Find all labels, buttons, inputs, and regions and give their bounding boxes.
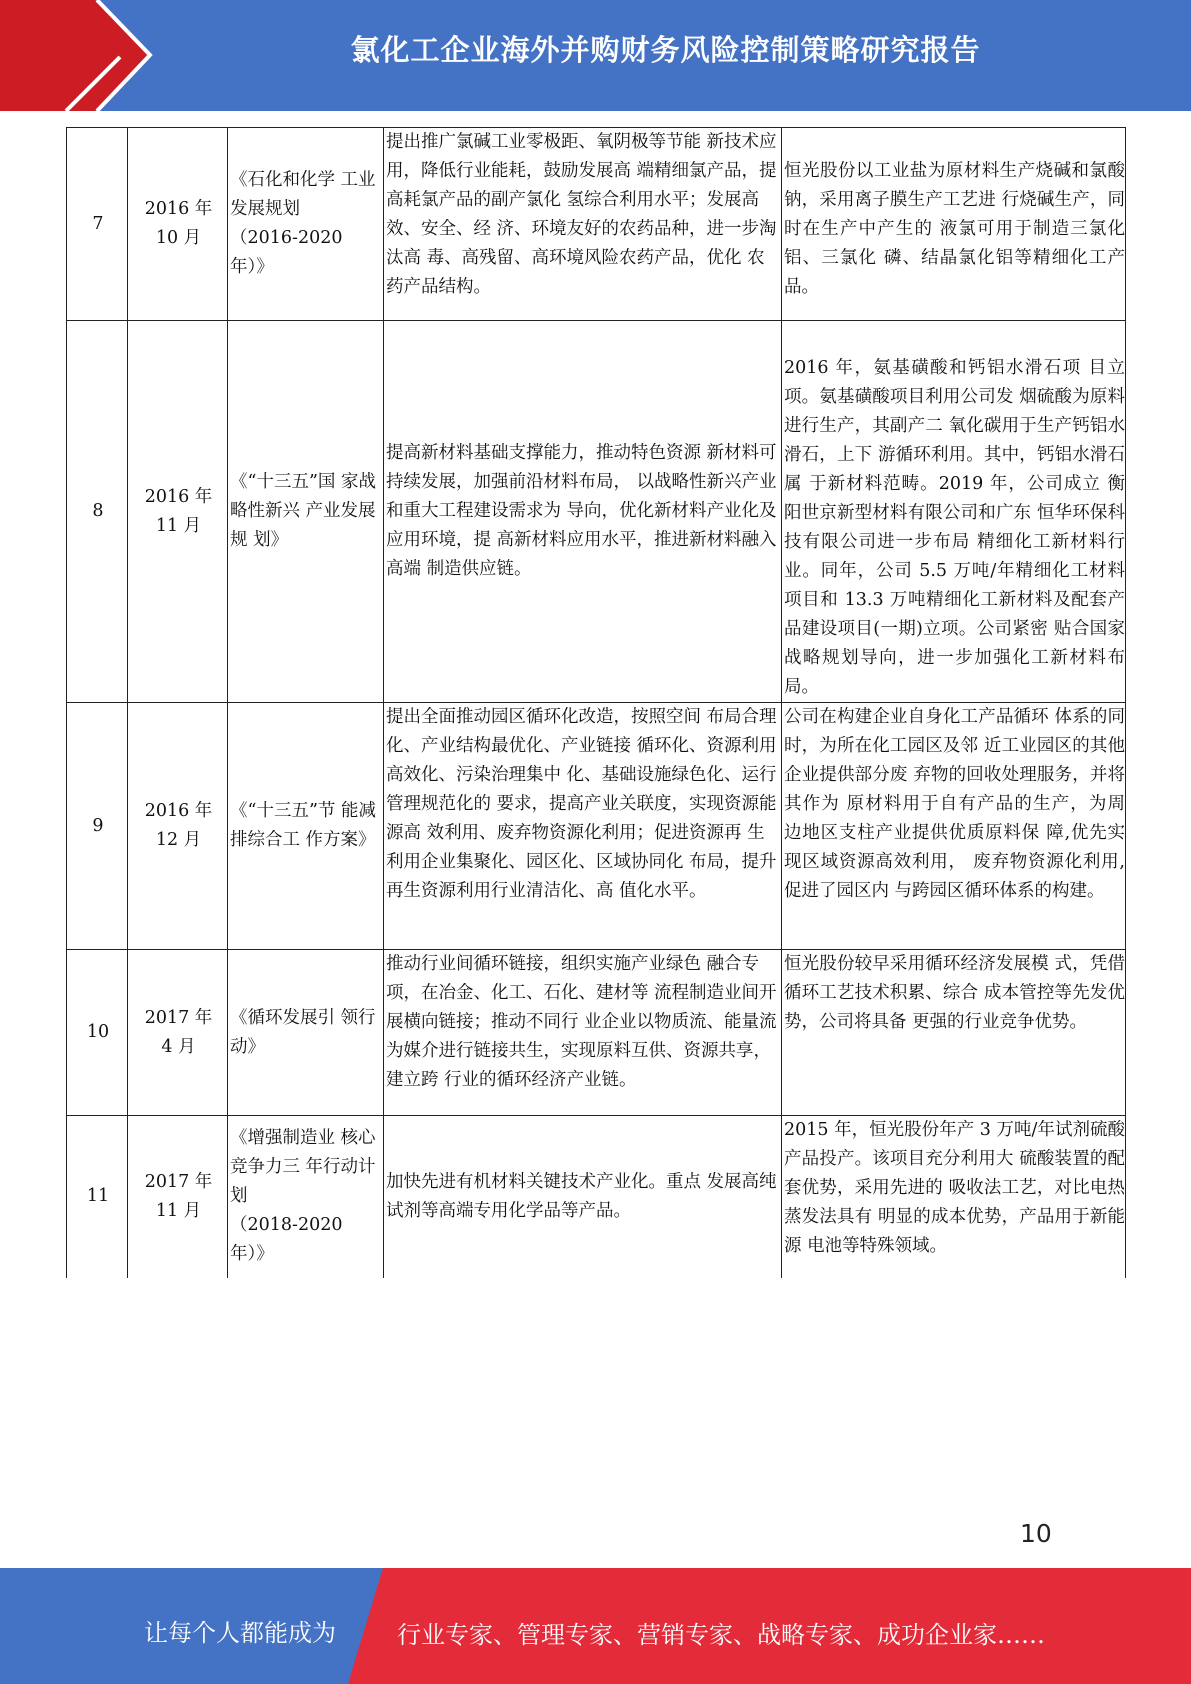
row-content: 加快先进有机材料关键技术产业化。重点 发展高纯试剂等高端专用化学品等产品。 bbox=[384, 1116, 782, 1278]
footer-slogan-left: 让每个人都能成为 bbox=[144, 1619, 336, 1647]
date-text: 2016 年 12 月 bbox=[144, 801, 213, 850]
table-row bbox=[67, 1116, 1126, 1278]
page-number: 10 bbox=[1020, 1519, 1052, 1548]
policy-text: 《石化和化学 工业发展规划 （2016-2020 年）》 bbox=[230, 170, 376, 277]
page-header bbox=[0, 0, 1191, 111]
date-text: 2017 年 4 月 bbox=[144, 1007, 213, 1057]
policy-text: 《“十三五”节 能减排综合工 作方案》 bbox=[230, 801, 376, 850]
row-action: 恒光股份较早采用循环经济发展模 式，凭借循环工艺技术积累、综合 成本管控等先发优势，公司将具备 更强的行业竞争优势。 bbox=[782, 950, 1126, 1116]
table-row bbox=[67, 950, 1126, 1116]
row-action bbox=[782, 128, 1126, 321]
row-date bbox=[128, 321, 228, 703]
policy-text: 《增强制造业 核心竞争力三 年行动计划 （2018-2020 年）》 bbox=[230, 1128, 376, 1265]
table-row bbox=[67, 321, 1126, 703]
row-action: 公司在构建企业自身化工产品循环 体系的同时，为所在化工园区及邻 近工业园区的其他企业提供部分废 弃物的回收处理服务，并将其作为 原材料用于自有产品的生产，为周 边地区支柱产业提供优质原料保 障,优先实现区域资源高效利用， 废弃物资源化利用,促进了园区内 与跨园区循环体系的构建。 bbox=[782, 703, 1126, 950]
row-number: 9 bbox=[67, 703, 128, 950]
policy-table bbox=[66, 127, 1126, 1278]
row-content: 提高新材料基础支撑能力，推动特色资源 新材料可持续发展，加强前沿材料布局， 以战略性新兴产业和重大工程建设需求为 导向，优化新材料产业化及应用环境，提 高新材料应用水平，推进新材料融入高端 制造供应链。 bbox=[384, 321, 782, 703]
row-date bbox=[128, 1116, 228, 1278]
row-policy bbox=[228, 703, 384, 950]
row-content: 提出全面推动园区循环化改造，按照空间 布局合理化、产业结构最优化、产业链接 循环化、资源利用高效化、污染治理集中 化、基础设施绿色化、运行管理规范化的 要求，提高产业关联度，实现资源能源高 效利用、废弃物资源化利用；促进资源再 生利用企业集聚化、园区化、区域协同化 布局，提升再生资源利用行业清洁化、高 值化水平。 bbox=[384, 703, 782, 950]
row-number: 8 bbox=[67, 321, 128, 703]
date-text: 2017 年 11 月 bbox=[144, 1171, 213, 1221]
row-date bbox=[128, 703, 228, 950]
row-number: 11 bbox=[67, 1116, 128, 1278]
row-date bbox=[128, 128, 228, 321]
action-text: 恒光股份以工业盐为原材料生产烧碱和氯酸钠，采用离子膜生产工艺进 行烧碱生产，同时在生产中产生的 液氯可用于制造三氯化铝、三氯化 磷、结晶氯化铝等精细化工产品。 bbox=[784, 161, 1125, 297]
row-content: 提出推广氯碱工业零极距、氧阴极等节能 新技术应用，降低行业能耗，鼓励发展高 端精细氯产品，提高耗氯产品的副产氯化 氢综合利用水平；发展高效、安全、经 济、环境友好的农药品种，进一步淘汰高 毒、高残留、高环境风险农药产品，优化 农药产品结构。 bbox=[384, 128, 782, 321]
date-text: 2016 年 10 月 bbox=[144, 199, 213, 248]
row-content: 推动行业间循环链接，组织实施产业绿色 融合专项，在冶金、化工、石化、建材等 流程制造业间开展横向链接；推动不同行 业企业以物质流、能量流为媒介进行链接共生，实现原料互供、资源共享，建立跨 行业的循环经济产业链。 bbox=[384, 950, 782, 1116]
policy-text: 《循环发展引 领行动》 bbox=[230, 1007, 376, 1057]
row-policy bbox=[228, 321, 384, 703]
table-row bbox=[67, 128, 1126, 321]
table-row bbox=[67, 703, 1126, 950]
row-policy bbox=[228, 950, 384, 1116]
row-action: 2015 年，恒光股份年产 3 万吨/年试剂硫酸产品投产。该项目充分利用大 硫酸装置的配套优势，采用先进的 吸收法工艺，对比电热蒸发法具有 明显的成本优势，产品用于新能源 电池等特殊领域。 bbox=[782, 1116, 1126, 1278]
row-date bbox=[128, 950, 228, 1116]
row-policy bbox=[228, 128, 384, 321]
row-policy bbox=[228, 1116, 384, 1278]
date-text: 2016 年 11 月 bbox=[144, 486, 213, 536]
row-number: 10 bbox=[67, 950, 128, 1116]
page-footer bbox=[0, 1568, 1191, 1684]
footer-slogan-right: 行业专家、管理专家、营销专家、战略专家、成功企业家…… bbox=[397, 1621, 1045, 1649]
policy-text: 《“十三五”国 家战略性新兴 产业发展规 划》 bbox=[230, 472, 376, 550]
row-number: 7 bbox=[67, 128, 128, 321]
report-title: 氯化工企业海外并购财务风险控制策略研究报告 bbox=[350, 33, 981, 67]
row-action: 2016 年，氨基磺酸和钙铝水滑石项 目立项。氨基磺酸项目利用公司发 烟硫酸为原料进行生产，其副产二 氧化碳用于生产钙铝水滑石，上下 游循环利用。其中，钙铝水滑石属 于新材料范畴。2019 年，公司成立 衡阳世京新型材料有限公司和广东 恒华环保科技有限公司进一步布局 精细化工新材料行业。同年，公司 5.5 万吨/年精细化工材料项目和 13.3 万吨精细化工新材料及配套产 品建设项目(一期)立项。公司紧密 贴合国家战略规划导向，进一步加强化工新材料布局。 bbox=[782, 321, 1126, 703]
